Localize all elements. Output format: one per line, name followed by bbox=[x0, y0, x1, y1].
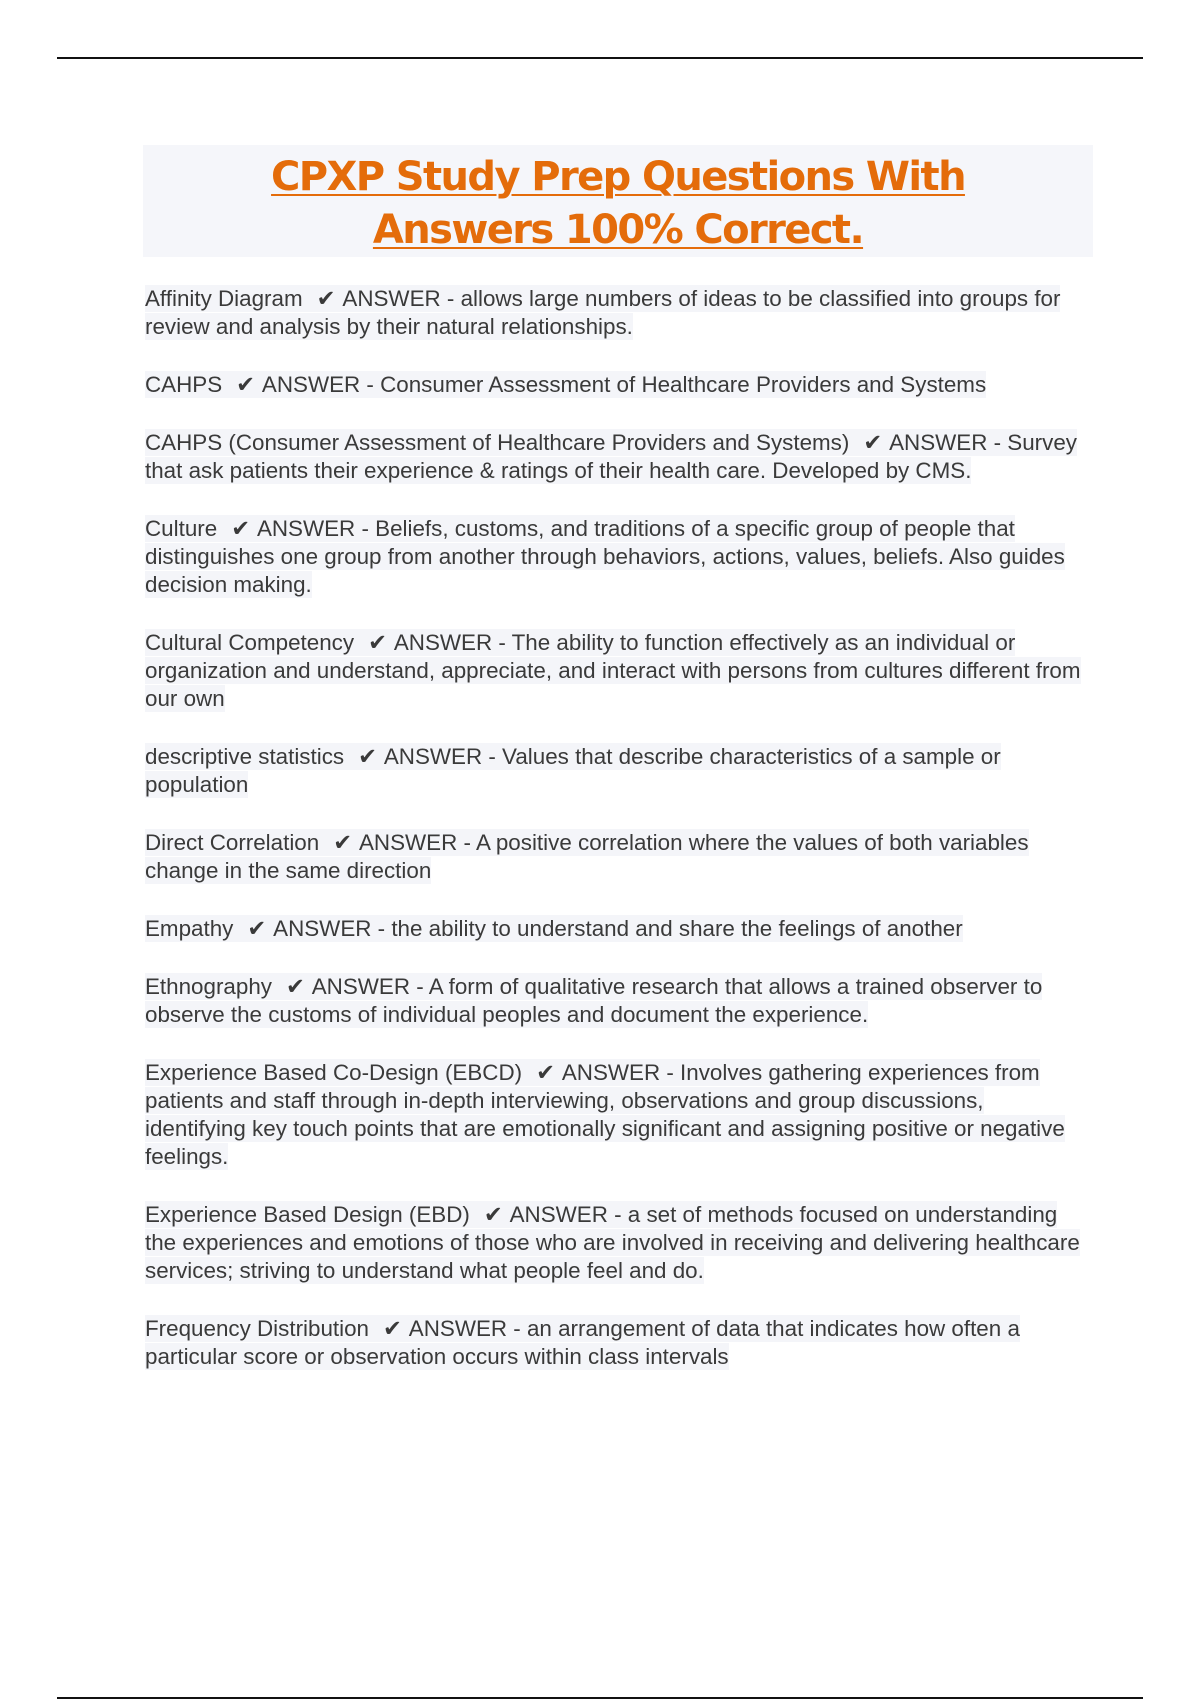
qa-term: descriptive statistics bbox=[145, 744, 345, 769]
qa-answer: Values that describe characteristics of a sample or population bbox=[145, 744, 1001, 797]
answer-prefix: ANSWER - bbox=[358, 830, 476, 855]
check-icon: ✔ bbox=[333, 830, 352, 855]
qa-entry-descriptive-statistics bbox=[145, 743, 1090, 799]
qa-answer: A form of qualitative research that allows a trained observer to observe the customs of individual peoples and document the experience. bbox=[145, 974, 1043, 1027]
qa-entry-affinity-diagram bbox=[145, 285, 1090, 341]
qa-entry-cultural-competency bbox=[145, 629, 1090, 713]
qa-answer: allows large numbers of ideas to be classified into groups for review and analysis by their natural relationships. bbox=[145, 286, 1061, 339]
check-icon: ✔ bbox=[236, 372, 255, 397]
qa-entry-cahps bbox=[145, 371, 1090, 399]
answer-prefix: ANSWER - bbox=[408, 1316, 527, 1341]
qa-answer: Survey that ask patients their experience & ratings of their health care. Developed by CMS. bbox=[145, 430, 1077, 483]
bottom-rule bbox=[57, 1697, 1143, 1699]
qa-entry-ebcd bbox=[145, 1059, 1090, 1171]
answer-prefix: ANSWER - bbox=[256, 516, 376, 541]
qa-answer: Consumer Assessment of Healthcare Providers and Systems bbox=[380, 372, 987, 397]
qa-entry-frequency-distribution bbox=[145, 1315, 1090, 1371]
qa-entry-culture bbox=[145, 515, 1090, 599]
qa-term: Cultural Competency bbox=[145, 630, 355, 655]
qa-entry-empathy bbox=[145, 915, 1090, 943]
title-line-2: Answers 100% Correct. bbox=[372, 207, 864, 253]
check-icon: ✔ bbox=[863, 430, 883, 455]
qa-answer: Beliefs, customs, and traditions of a specific group of people that distinguishes one group from another through behaviors, actions, values, beliefs. Also guides decision making. bbox=[145, 516, 1065, 597]
qa-term: CAHPS bbox=[145, 372, 223, 397]
check-icon: ✔ bbox=[285, 974, 305, 999]
check-icon: ✔ bbox=[536, 1060, 555, 1085]
check-icon: ✔ bbox=[316, 286, 336, 311]
qa-answer: the ability to understand and share the feelings of another bbox=[391, 916, 963, 941]
qa-answer: a set of methods focused on understanding the experiences and emotions of those who are involved in receiving and delivering healthcare services; striving to understand what people feel and do. bbox=[145, 1202, 1080, 1283]
check-icon: ✔ bbox=[231, 516, 250, 541]
answer-prefix: ANSWER - bbox=[383, 744, 503, 769]
answer-prefix: ANSWER - bbox=[311, 974, 429, 999]
check-icon: ✔ bbox=[368, 630, 387, 655]
answer-prefix: ANSWER - bbox=[393, 630, 512, 655]
check-icon: ✔ bbox=[358, 744, 377, 769]
qa-term: Culture bbox=[145, 516, 218, 541]
qa-entry-ebd bbox=[145, 1201, 1090, 1285]
qa-term: Frequency Distribution bbox=[145, 1316, 370, 1341]
qa-answer: Involves gathering experiences from patients and staff through in-depth interviewing, observations and group discussions, identifying key touch points that are emotionally significant and assigning positive or negative feelings. bbox=[145, 1060, 1065, 1169]
qa-entry-ethnography bbox=[145, 973, 1090, 1029]
qa-answer: A positive correlation where the values of both variables change in the same direction bbox=[145, 830, 1029, 883]
title-banner bbox=[143, 145, 1093, 257]
qa-term: Empathy bbox=[145, 916, 234, 941]
qa-entry-cahps-full bbox=[145, 429, 1090, 485]
answer-prefix: ANSWER - bbox=[342, 286, 461, 311]
check-icon: ✔ bbox=[383, 1316, 402, 1341]
qa-entry-direct-correlation bbox=[145, 829, 1090, 885]
answer-prefix: ANSWER - bbox=[273, 916, 392, 941]
check-icon: ✔ bbox=[483, 1202, 503, 1227]
qa-term: Direct Correlation bbox=[145, 830, 320, 855]
qa-term: Ethnography bbox=[145, 974, 272, 999]
qa-term: Experience Based Co-Design (EBCD) bbox=[145, 1060, 523, 1085]
qa-list bbox=[145, 285, 1090, 1371]
answer-prefix: ANSWER - bbox=[889, 430, 1008, 455]
top-rule bbox=[57, 57, 1143, 59]
answer-prefix: ANSWER - bbox=[561, 1060, 681, 1085]
check-icon: ✔ bbox=[247, 916, 267, 941]
qa-answer: The ability to function effectively as an individual or organization and understand, appreciate, and interact with persons from cultures different from our own bbox=[145, 630, 1081, 711]
qa-term: Affinity Diagram bbox=[145, 286, 303, 311]
qa-term: Experience Based Design (EBD) bbox=[145, 1202, 470, 1227]
title-line-1: CPXP Study Prep Questions With bbox=[271, 154, 965, 200]
answer-prefix: ANSWER - bbox=[509, 1202, 628, 1227]
answer-prefix: ANSWER - bbox=[261, 372, 381, 397]
qa-term: CAHPS (Consumer Assessment of Healthcare Providers and Systems) bbox=[145, 430, 850, 455]
qa-answer: an arrangement of data that indicates how often a particular score or observation occurs within class intervals bbox=[145, 1316, 1020, 1369]
document-title bbox=[143, 145, 1093, 257]
